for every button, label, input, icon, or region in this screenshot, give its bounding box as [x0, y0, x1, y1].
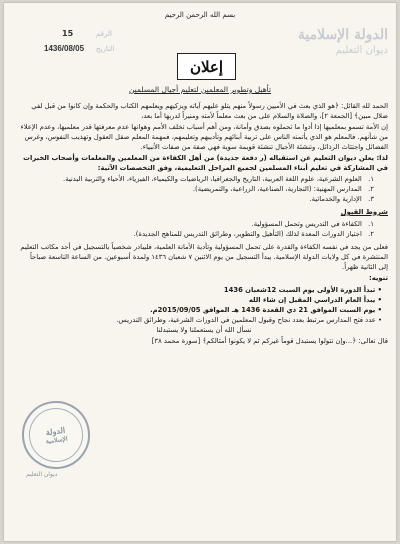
document-date: 1436/08/05 — [44, 44, 85, 53]
subtitle: تأهيل وتطوير المعلمين لتعليم أجيال المسلمين — [128, 85, 272, 94]
announcement-paragraph: لذا: يعلن ديوان التعليم عن استقباله (ر دفعة جديدة) من أهل الكفاءة من المعلمين والمعلمات وأصحاب الخبرات في المشاركة في تعليم أبناء المسلمين لجميع المراحل التعليمية، وفق التخصصات الآتية: — [23, 154, 388, 172]
stamp-ring — [26, 405, 87, 466]
teacher-paragraph: إن الأمة تسمو بمعلميها إذا أدوا ما تحملوه بصدق وأمانة، ومن أهم أسباب تخلف الأمم وهوانها عدم معرفتها قدر معلميها، وعدم الإعلاء من شأنهم. فالمعلم هو الذي يأتمنه الناس على تربية أبنائهم وتأديبهم وتعليمهم، فمهمة المعلم صقل العقول وتهذيب النفوس، وغرس الفضائل واجتثاث الرذائل، وتنشئة الأجيال تنشئة قويمة سوية فهي صفة من صفات الأنبياء. — [20, 123, 388, 151]
stamp-label: ديوان التعليم — [26, 471, 58, 478]
list-item: ١. الكفاءة في التدريس وتحمل المسؤولية. — [251, 220, 374, 228]
list-item: • عدد فتح المدارس مرتبط بعدد نجاح وقبول المعلمين في الدورات الشرعية، وطرائق التدريس. — [20, 315, 382, 325]
department-name: ديوان التعليم — [335, 45, 388, 56]
intro-paragraph: الحمد لله القائل: ﴿هو الذي بعث في الأميين رسولاً منهم يتلو عليهم آياته ويزكيهم ويعلمهم الكتاب والحكمة وإن كانوا من قبل لفي ضلال مبين﴾ [الجمعة ٢]، والصلاة والسلام على من بعث معلماً لأمته ومنيراً لدربها أما بعد، — [31, 102, 388, 120]
list-item: • يوم السبت الموافق 21 ذي القعدة 1436 هـ الموافق 2015/09/05م. — [20, 305, 382, 315]
list-item: ٣. الإدارية والخدماتية. — [309, 195, 374, 203]
list-item: ١. العلوم الشرعية، علوم اللغة العربية، التاريخ والجغرافيا، الرياضيات والكيمياء، الفيزياء، الأحياء والتربية البدنية. — [63, 175, 374, 183]
announcement-document — [4, 3, 396, 541]
number-label: الرقم — [96, 30, 112, 38]
stamp-text: الإسلامية — [45, 435, 69, 446]
conditions-heading: شروط القبول — [340, 208, 388, 216]
state-name: الدولة الإسلامية — [297, 27, 388, 43]
registration-paragraph: فعلى من يجد في نفسه الكفاءة والقدرة على تحمل المسؤولية وتأدية الأمانة العلمية، فليبادر شخصياً بالتسجيل في أحد مكاتب التعليم المنتشرة في كل ولايات الدولة الإسلامية. يبدأ التسجيل من يوم الاثنين ٧ شعبان ١٤٣٦ ولمدة أسبوعين. من الساعة التاسعة صباحاً إلى الثانية ظهراً. — [20, 243, 388, 271]
notice-heading: تنويه: — [369, 274, 388, 282]
schedule-list — [20, 285, 388, 325]
specializations-list — [20, 174, 388, 204]
state-letterhead — [270, 27, 388, 56]
basmala: بسم الله الرحمن الرحيم — [164, 11, 236, 19]
closing-line: نسأل الله أن يستعملنا ولا يستبدلنا — [156, 326, 252, 334]
conditions-list — [20, 219, 388, 239]
list-item: • تبدأ الدورة الأولى يوم السبت 12شعبان 1436 — [20, 285, 382, 295]
document-number: 15 — [62, 29, 74, 38]
stamp-text: الدولة — [45, 424, 66, 438]
page-title: إعلان — [177, 53, 236, 80]
closing-verse: قال تعالى: ﴿...وإن تتولوا يستبدل قوماً غيركم ثم لا يكونوا أمثالكم﴾ [سورة محمد ٣٨] — [151, 337, 388, 345]
list-item: ٢. اجتياز الدورات المعدة لذلك (التأهيل والتطوير، وطرائق التدريس للمناهج الجديدة). — [133, 230, 374, 238]
date-label: التاريخ — [96, 45, 115, 53]
list-item: ٢. المدارس المهنية: (التجارية، الصناعية، الزراعية، والتمريضية). — [192, 185, 374, 193]
announcement-body — [20, 101, 388, 347]
list-item: • يبدأ العام الدراسي المقبل إن شاء الله — [20, 295, 382, 305]
official-stamp — [18, 397, 95, 474]
